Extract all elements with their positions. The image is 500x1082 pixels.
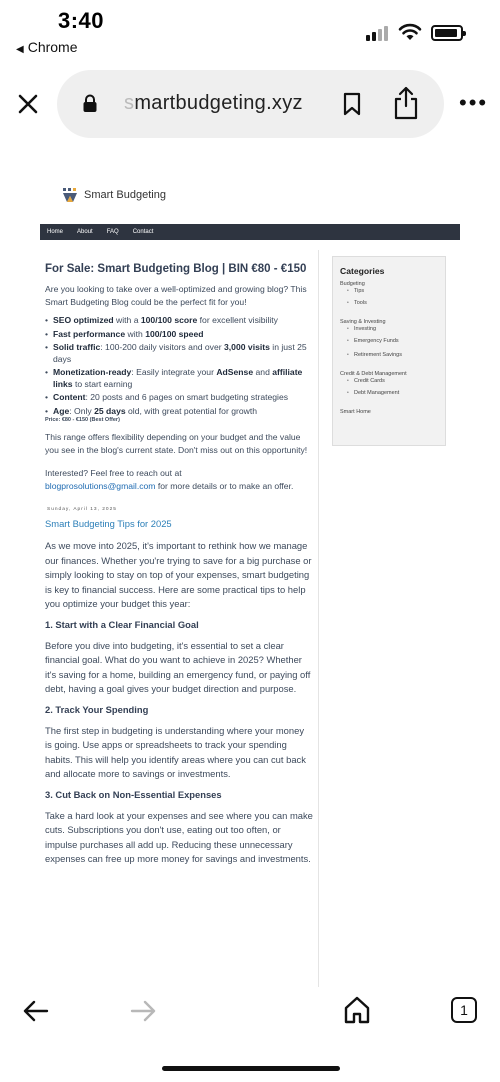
sale-features-list — [45, 315, 313, 417]
back-triangle-icon: ◀ — [16, 44, 24, 55]
email-link[interactable]: blogprosolutions@gmail.com — [45, 481, 156, 491]
sidebar-item-budgeting[interactable]: Budgeting — [340, 281, 365, 287]
sidebar-item-credit-debt[interactable]: Credit & Debt Management — [340, 371, 407, 377]
sidebar-title: Categories — [340, 266, 385, 276]
nav-faq[interactable]: FAQ — [106, 229, 119, 235]
sale-title: For Sale: Smart Budgeting Blog | BIN €80 - €150 — [45, 263, 307, 275]
site-logo-icon — [62, 187, 78, 203]
sidebar-item-investing[interactable]: • Investing — [340, 325, 438, 334]
sidebar-item-debt-management[interactable]: • Debt Management — [340, 386, 438, 400]
share-icon[interactable] — [393, 86, 419, 120]
more-options-icon[interactable]: ••• — [459, 90, 489, 115]
site-name: Smart Budgeting — [84, 189, 166, 201]
sidebar-item-credit-cards[interactable]: • Credit Cards — [340, 377, 438, 386]
lock-icon — [82, 94, 98, 114]
status-bar — [0, 0, 500, 60]
web-page — [0, 145, 500, 987]
forward-arrow-icon[interactable] — [129, 999, 157, 1023]
cellular-signal-icon — [366, 25, 390, 41]
list-item: • Age: Only 25 days old, with great potential for growth — [45, 406, 313, 418]
post-paragraph-2: The first step in budgeting is understanding where your money is going. Use apps or spreadsheets to track your spending habits. This will help you identify areas where you can cut back and allocate more to savings or investments. — [45, 724, 306, 779]
nav-about[interactable]: About — [77, 229, 93, 235]
post-paragraph-1: Before you dive into budgeting, it's essential to set a clear financial goal. What do you want to achieve in 2025? Whether it's saving for a home, building an emergency fund, or paying off debt, having a goal gives your budget direction and purpose. — [45, 639, 311, 694]
tab-switcher-button[interactable]: 1 — [451, 997, 477, 1023]
clock: 3:40 — [58, 8, 105, 33]
post-date: Sunday, April 13, 2025 — [47, 507, 117, 512]
post-heading-2: 2. Track Your Spending — [45, 703, 149, 715]
wifi-icon — [398, 22, 422, 42]
bookmark-icon[interactable] — [342, 92, 362, 116]
sidebar-item-retirement-savings[interactable]: • Retirement Savings — [340, 348, 438, 362]
sidebar-item-tools[interactable]: • Tools — [340, 296, 438, 310]
url-faded-part: s — [124, 92, 135, 114]
list-item: • Content: 20 posts and 6 pages on smart budgeting strategies — [45, 392, 313, 404]
battery-icon — [431, 25, 463, 41]
post-paragraph-3: Take a hard look at your expenses and see where you can make cuts. Subscriptions you don't use, eating out too often, or impulse purchases all add up. Reducing these unnecessary expenses can free up more money for savings and investments. — [45, 809, 313, 864]
browser-toolbar — [0, 68, 500, 140]
site-navbar — [40, 224, 460, 240]
post-heading-1: 1. Start with a Clear Financial Goal — [45, 618, 199, 630]
site-header[interactable] — [62, 185, 166, 205]
categories-sidebar — [332, 256, 446, 446]
list-item: • SEO optimized with a 100/100 score for excellent visibility — [45, 315, 313, 327]
url-text[interactable] — [124, 92, 303, 115]
url-main-part: martbudgeting.xyz — [134, 92, 303, 114]
sidebar-item-tips[interactable]: • Tips — [340, 287, 438, 296]
sidebar-item-saving-investing[interactable]: Saving & Investing — [340, 319, 386, 325]
column-divider — [318, 250, 319, 987]
contact-text: Interested? Feel free to reach out at blogprosolutions@gmail.com for more details or to make an offer. — [45, 468, 294, 491]
back-app-label: Chrome — [27, 39, 78, 55]
sidebar-item-emergency-funds[interactable]: • Emergency Funds — [340, 334, 438, 348]
home-icon[interactable] — [342, 995, 372, 1025]
close-icon[interactable] — [14, 90, 42, 118]
range-text: This range offers flexibility depending on your budget and the value you see in the blog's current state. Don't miss out on this opportunity! — [45, 432, 308, 455]
main-column — [45, 263, 313, 874]
price-note: Price: €80 - €150 (Best Offer) — [45, 417, 120, 423]
list-item: • Solid traffic: 100-200 daily visitors and over 3,000 visits in just 25 days — [45, 342, 313, 365]
nav-contact[interactable]: Contact — [132, 229, 154, 235]
post-intro: As we move into 2025, it's important to rethink how we manage our finances. Whether you're trying to save for a big purchase or simply looking to stay on top of your expenses, smart budgeting is key to financial success. Here are some practical tips to help you optimize your budget this year: — [45, 540, 312, 609]
sale-intro: Are you looking to take over a well-optimized and growing blog? This Smart Budgeting Blog could be the perfect fit for you! — [45, 284, 307, 307]
nav-home[interactable]: Home — [47, 229, 64, 235]
home-indicator — [162, 1066, 340, 1071]
list-item: • Monetization-ready: Easily integrate your AdSense and affiliate links to start earning — [45, 367, 313, 390]
list-item: • Fast performance with 100/100 speed — [45, 329, 313, 341]
post-heading-3: 3. Cut Back on Non-Essential Expenses — [45, 788, 222, 800]
address-bar[interactable] — [57, 70, 444, 138]
back-arrow-icon[interactable] — [22, 999, 50, 1023]
bottom-toolbar — [0, 987, 500, 1082]
back-to-app-link[interactable] — [16, 39, 78, 55]
sidebar-item-smart-home[interactable]: Smart Home — [340, 409, 371, 415]
post-title-link[interactable]: Smart Budgeting Tips for 2025 — [45, 518, 172, 529]
